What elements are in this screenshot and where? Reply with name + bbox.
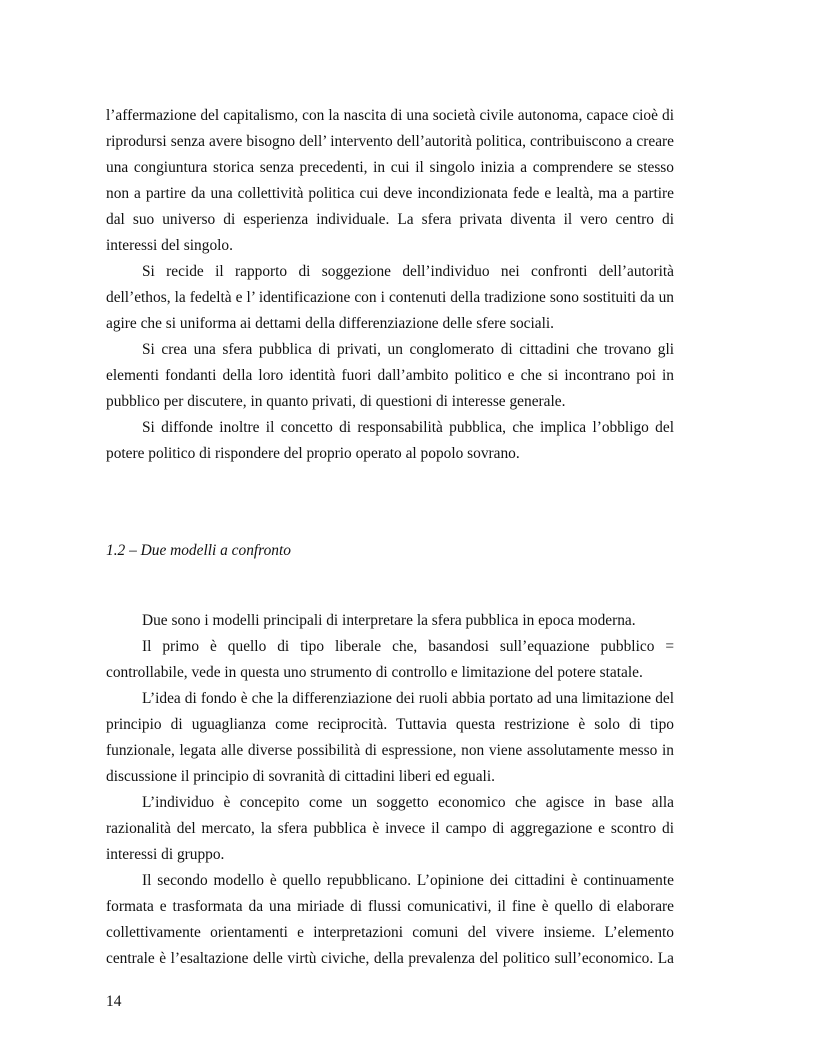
section-heading: 1.2 – Due modelli a confronto [106,542,291,559]
document-page [106,103,674,972]
body-paragraph: Due sono i modelli principali di interpretare la sfera pubblica in epoca moderna. [142,612,636,629]
body-paragraph: Si crea una sfera pubblica di privati, un conglomerato di cittadini che trovano gli elementi fondanti della loro identità fuori dall’ambito politico e che si incontrano poi in pubblico per discutere, in quanto privati, di questioni di interesse generale. [106,341,674,410]
body-paragraph: Il secondo modello è quello repubblicano. L’opinione dei cittadini è continuamente formata e trasformata da una miriade di flussi comunicativi, il fine è quello di elaborare collettivamente orientamenti e interpretazioni comuni del vivere insieme. L’elemento centrale è l’esaltazione delle virtù civiche, della prevalenza del politico sull’economico. La [106,872,674,967]
body-paragraph: L’idea di fondo è che la differenziazione dei ruoli abbia portato ad una limitazione del principio di uguaglianza come reciprocità. Tuttavia questa restrizione è solo di tipo funzionale, legata alle diverse possibilità di espressione, non viene assolutamente messo in discussione il principio di sovranità di cittadini liberi ed eguali. [106,690,674,785]
body-paragraph: Si recide il rapporto di soggezione dell’individuo nei confronti dell’autorità dell’ethos, la fedeltà e l’ identificazione con i contenuti della tradizione sono sostituiti da un agire che si uniforma ai dettami della differenziazione delle sfere sociali. [106,263,674,332]
body-paragraph: Il primo è quello di tipo liberale che, basandosi sull’equazione pubblico = controllabile, vede in questa uno strumento di controllo e limitazione del potere statale. [106,638,674,681]
page-number: 14 [106,993,122,1010]
section-body [106,608,674,972]
body-paragraph: L’individuo è concepito come un soggetto economico che agisce in base alla razionalità del mercato, la sfera pubblica è invece il campo di aggregazione e scontro di interessi di gruppo. [106,794,674,863]
body-paragraph: l’affermazione del capitalismo, con la nascita di una società civile autonoma, capace cioè di riprodursi senza avere bisogno dell’ intervento dell’autorità politica, contribuiscono a creare una congiuntura storica senza precedenti, in cui il singolo inizia a comprendere se stesso non a partire da una collettività politica cui deve incondizionata fede e lealtà, ma a partire dal suo universo di esperienza individuale. La sfera privata diventa il vero centro di interessi del singolo. [106,107,674,254]
body-paragraph: Si diffonde inoltre il concetto di responsabilità pubblica, che implica l’obbligo del potere politico di rispondere del proprio operato al popolo sovrano. [106,419,674,462]
